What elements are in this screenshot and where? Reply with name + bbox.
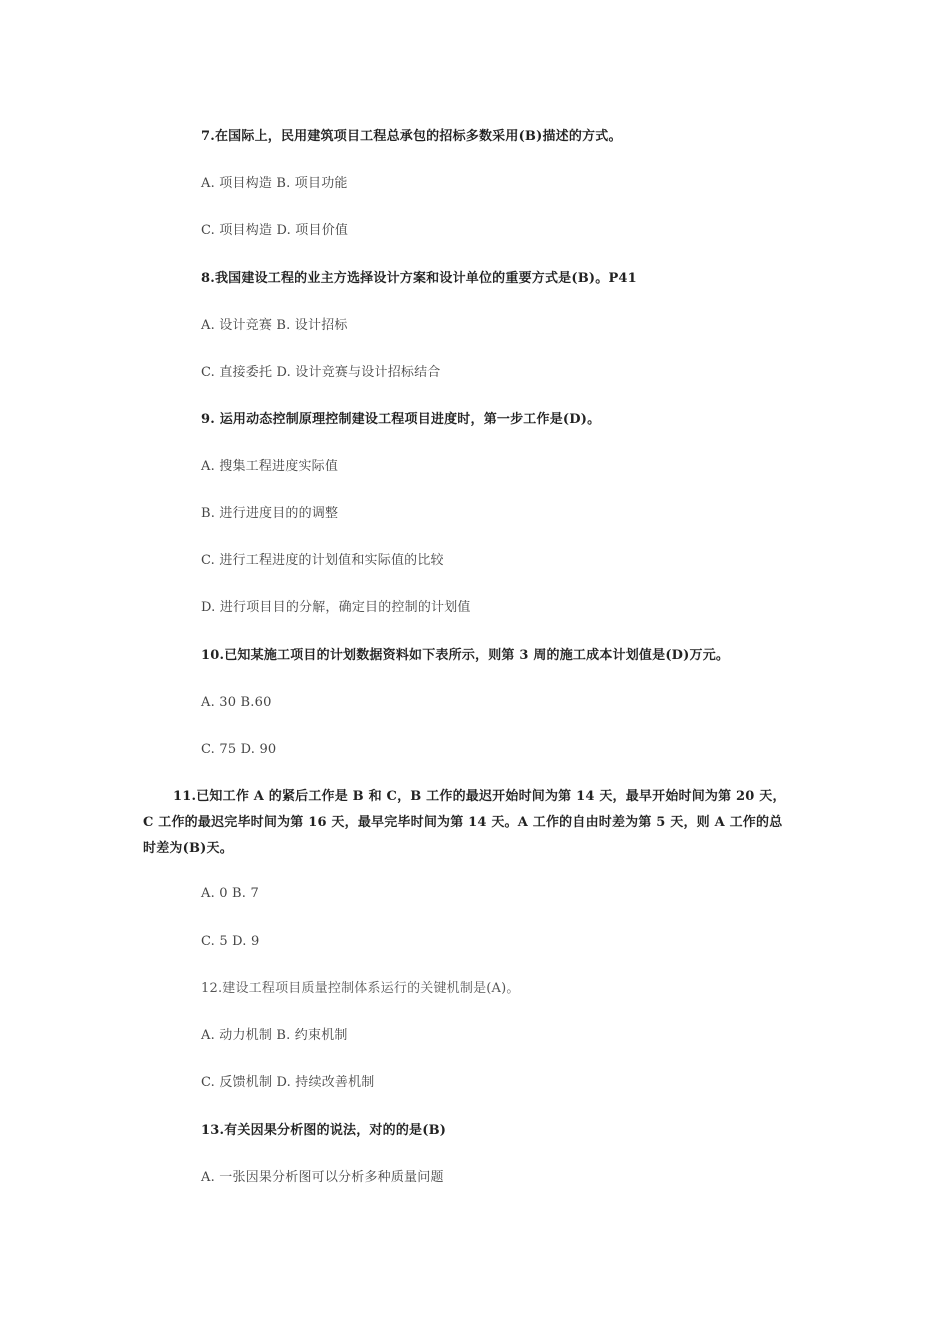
question-12: 12.建设工程项目质量控制体系运行的关键机制是(A)。 — [201, 981, 520, 996]
question-13-option-a: A. 一张因果分析图可以分析多种质量问题 — [201, 1170, 444, 1185]
question-8-options-ab: A. 设计竞赛 B. 设计招标 — [201, 318, 348, 333]
question-10-options-ab: A. 30 B.60 — [201, 695, 272, 710]
question-7-options-cd: C. 项目构造 D. 项目价值 — [201, 223, 349, 238]
question-7-options-ab: A. 项目构造 B. 项目功能 — [201, 176, 348, 191]
question-12-options-cd: C. 反馈机制 D. 持续改善机制 — [201, 1075, 375, 1090]
question-11-text: 11.已知工作 A 的紧后工作是 B 和 C，B 工作的最迟开始时间为第 14 天，最早开始时间为第 20 天，C 工作的最迟完毕时间为第 16 天，最早完毕时间为第 14 天。A 工作的自由时差为第 5 天，则 A 工作的总时差为(B)天。 — [143, 789, 786, 856]
question-7: 7.在国际上，民用建筑项目工程总承包的招标多数采用(B)描述的方式。 — [201, 129, 622, 144]
question-8: 8.我国建设工程的业主方选择设计方案和设计单位的重要方式是(B)。P41 — [201, 271, 637, 286]
question-9-option-a: A. 搜集工程进度实际值 — [201, 459, 339, 474]
question-10-options-cd: C. 75 D. 90 — [201, 742, 277, 757]
question-8-options-cd: C. 直接委托 D. 设计竞赛与设计招标结合 — [201, 365, 441, 380]
question-12-options-ab: A. 动力机制 B. 约束机制 — [201, 1028, 348, 1043]
question-13: 13.有关因果分析图的说法，对的的是(B) — [201, 1123, 447, 1138]
question-9: 9. 运用动态控制原理控制建设工程项目进度时，第一步工作是(D)。 — [201, 412, 601, 427]
question-9-option-c: C. 进行工程进度的计划值和实际值的比较 — [201, 553, 444, 568]
question-10: 10.已知某施工项目的计划数据资料如下表所示，则第 3 周的施工成本计划值是(D)万元。 — [201, 648, 730, 663]
question-11-options-cd: C. 5 D. 9 — [201, 934, 260, 949]
question-9-option-d: D. 进行项目目的分解，确定目的控制的计划值 — [201, 600, 471, 615]
question-11 — [143, 784, 793, 862]
question-11-options-ab: A. 0 B. 7 — [201, 886, 259, 901]
question-9-option-b: B. 进行进度目的的调整 — [201, 506, 339, 521]
